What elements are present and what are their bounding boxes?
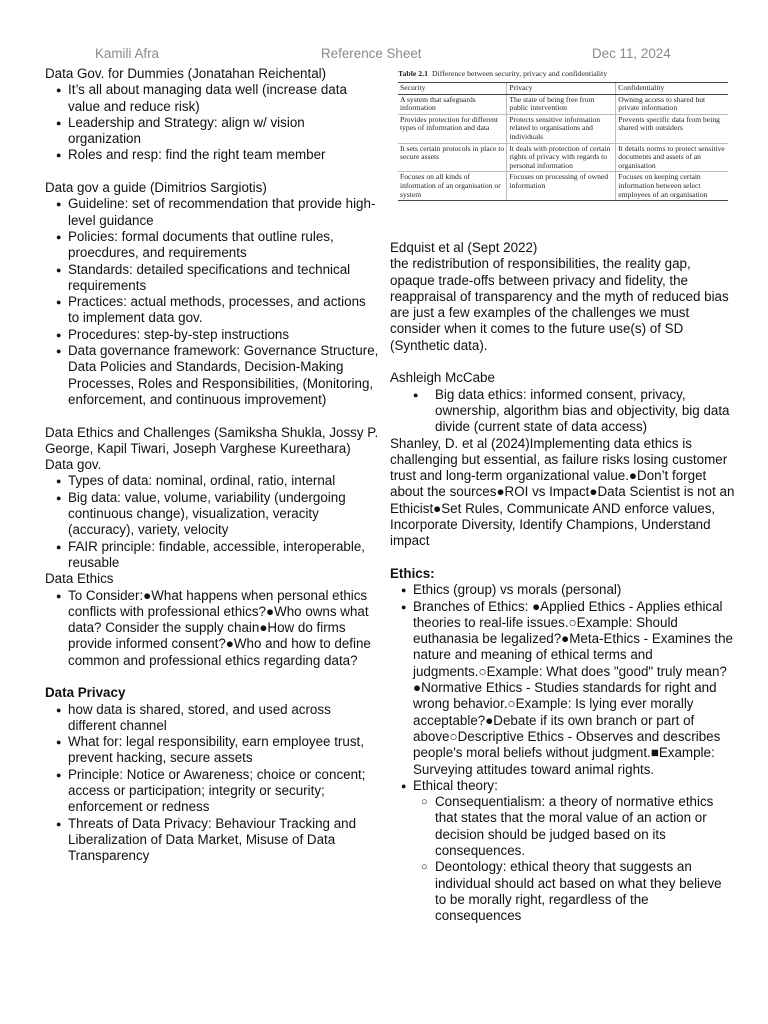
table-row <box>398 94 728 114</box>
list-item: ● Big data ethics: informed consent, privacy, ownership, algorithm bias and objectivity, big data divide (current state of data access) <box>390 387 735 436</box>
bullet-list <box>45 588 380 669</box>
table-cell: A system that safeguards information <box>398 94 507 114</box>
section-heading: Data Gov. for Dummies (Jonatahan Reichental) <box>45 66 327 81</box>
list-item: ○ Deontology: ethical theory that suggests an individual should act based on what they believe to be morally right, regardless of the consequences <box>412 859 735 924</box>
list-item: ● Principle: Notice or Awareness; choice or concent; access or participation; integrity or security; enforcement or redness <box>45 767 380 816</box>
list-item: ● What for: legal responsibility, earn employee trust, prevent hacking, secure assets <box>45 734 380 767</box>
subheading: Data Ethics <box>45 571 114 587</box>
table-header: Security <box>398 83 507 95</box>
table-cell: The state of being free from public intervention <box>507 94 616 114</box>
list-item: ● It’s all about managing data well (increase data value and reduce risk) <box>45 82 380 115</box>
list-item: ○ Consequentialism: a theory of normative ethics that states that the moral value of an action or decision should be judged based on its consequences. <box>412 794 735 859</box>
list-item: ● Policies: formal documents that outline rules, proecdures, and requirements <box>45 229 380 262</box>
table-row <box>398 172 728 201</box>
list-item: ● Big data: value, volume, variability (undergoing continuous change), visualization, veracity (accuracy), variety, velocity <box>45 490 380 539</box>
list-item: ● Standards: detailed specifications and technical requirements <box>45 262 380 295</box>
section-heading: Ashleigh McCabe <box>390 370 495 386</box>
list-item: ● Branches of Ethics: ●Applied Ethics - Applies ethical theories to real-life issues.○Example: Should euthanasia be legalized?●Meta-Ethics - Examines the nature and meaning of ethical terms and judgments.○Example: What does "good" truly mean?●Normative Ethics - Studies standards for right and wrong behavior.○Example: Is lying ever morally acceptable?●Debate if its own branch or part of above○Descriptive Ethics - Observes and describes people's moral beliefs without judgment.■Example: Surveying attitudes toward animal rights. <box>390 599 735 778</box>
section-heading: Ethics: <box>390 565 435 581</box>
list-item: ● Data governance framework: Governance Structure, Data Policies and Standards, Decision-Making Processes, Roles and Responsibilities, (Monitoring, enforcement, and continuous improvement) <box>45 343 380 408</box>
table-cell: Prevents specific data from being shared with outsiders <box>616 114 728 143</box>
bullet-list <box>390 387 735 436</box>
table-row <box>398 143 728 172</box>
list-item: ● Ethical theory: <box>390 778 735 794</box>
subheading: Data gov. <box>45 457 102 473</box>
table-cell: Owning access to shared but private information <box>616 94 728 114</box>
table-row <box>398 114 728 143</box>
list-item: ● Leadership and Strategy: align w/ vision organization <box>45 115 380 148</box>
list-item: ● Ethics (group) vs morals (personal) <box>390 582 735 598</box>
list-item: ● Types of data: nominal, ordinal, ratio, internal <box>45 473 380 489</box>
list-item: ● Procedures: step-by-step instructions <box>45 327 380 343</box>
list-item: ● FAIR principle: findable, accessible, interoperable, reusable <box>45 539 380 572</box>
right-column <box>390 66 735 924</box>
list-item: ● Roles and resp: find the right team member <box>45 147 380 163</box>
table-header: Confidentiality <box>616 83 728 95</box>
comparison-table <box>398 82 728 201</box>
table-cell: Focuses on processing of owned information <box>507 172 616 201</box>
table-caption: Table 2.1 Difference between security, privacy and confidentiality <box>398 69 608 78</box>
section-heading: Edquist et al (Sept 2022) <box>390 240 538 255</box>
table-cell: Focuses on all kinds of information of an organisation or system <box>398 172 507 201</box>
list-item: ● Threats of Data Privacy: Behaviour Tracking and Liberalization of Data Market, Misuse of Data Transparency <box>45 816 380 865</box>
table-cell: Provides protection for different types of information and data <box>398 114 507 143</box>
list-item: ● Practices: actual methods, processes, and actions to implement data gov. <box>45 294 380 327</box>
page-date: Dec 11, 2024 <box>592 46 671 61</box>
bullet-list <box>45 196 380 408</box>
section-heading: Data Privacy <box>45 685 126 701</box>
left-column <box>45 66 380 865</box>
paragraph: Shanley, D. et al (2024)Implementing data ethics is challenging but essential, as failure risks losing customer trust and long-term organizational value.●Don’t forget about the sources●ROI vs Impact●Data Scientist is not an Ethicist●Set Rules, Communicate AND enforce values, Incorporate Diversity, Identify Champions, Understand impact <box>390 435 735 549</box>
section-heading: Data Ethics and Challenges (Samiksha Shukla, Jossy P. George, Kapil Tiwari, Joseph Varghese Kureethara) <box>45 424 379 456</box>
bullet-list <box>390 582 735 794</box>
page-title: Reference Sheet <box>321 46 422 61</box>
sub-bullet-list <box>412 794 735 924</box>
bullet-list <box>45 82 380 163</box>
comparison-table-image <box>390 66 735 221</box>
table-cell: Protects sensitive information related to organisations and individuals <box>507 114 616 143</box>
table-cell: Focuses on keeping certain information between select employees of an organisation <box>616 172 728 201</box>
section-heading: Data gov a guide (Dimitrios Sargiotis) <box>45 180 267 196</box>
table-cell: It details norms to protect sensitive documents and assets of an organisation <box>616 143 728 172</box>
bullet-list <box>45 473 380 571</box>
paragraph: the redistribution of responsibilities, the reality gap, opaque trade-offs between privacy and fidelity, the reappraisal of transparency and the myth of reduced bias are just a few examples of the challenges we must consider when it comes to the future use(s) of SD (Synthetic data). <box>390 256 729 353</box>
table-cell: It deals with protection of certain rights of privacy with regards to personal information <box>507 143 616 172</box>
bullet-list <box>45 702 380 865</box>
table-cell: It sets certain protocols in place to secure assets <box>398 143 507 172</box>
list-item: ● To Consider:●What happens when personal ethics conflicts with professional ethics?●Who owns what data? Consider the supply chain●How do firms provide informed consent?●Who and how to define common and professional ethics regarding data? <box>45 588 380 669</box>
author-name: Kamili Afra <box>95 46 159 61</box>
list-item: ● Guideline: set of recommendation that provide high-level guidance <box>45 196 380 229</box>
list-item: ● how data is shared, stored, and used across different channel <box>45 702 380 735</box>
table-header: Privacy <box>507 83 616 95</box>
